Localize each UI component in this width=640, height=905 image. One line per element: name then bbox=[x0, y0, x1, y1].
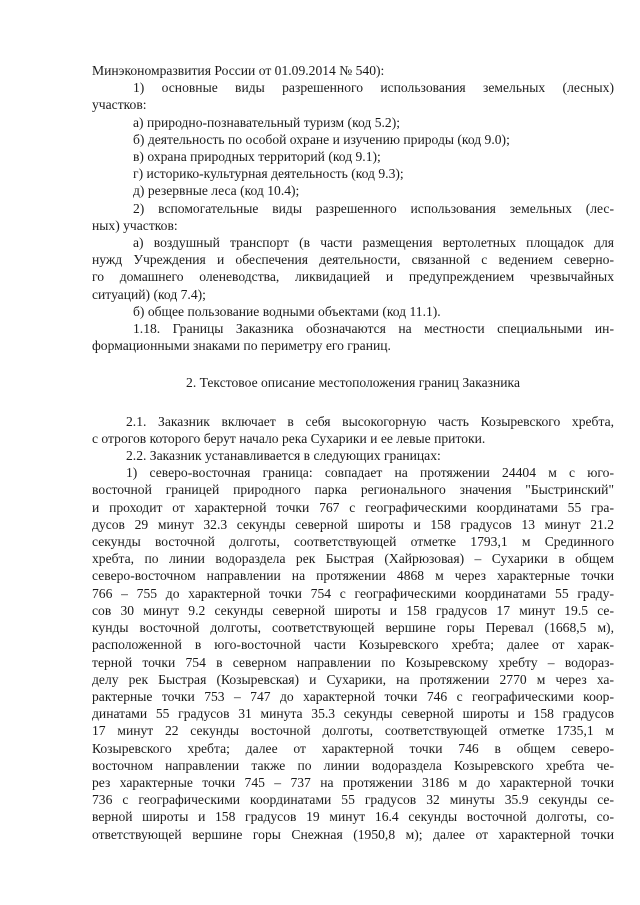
text-line: 736 с географическими координатами 55 градусов 32 минуты 35.9 секунды се- bbox=[92, 792, 614, 808]
text-line: ных) участков: bbox=[92, 217, 178, 233]
text-line: верной широты и 158 градусов 19 минут 16.4 секунды восточной долготы, со- bbox=[92, 809, 614, 825]
text-line: 2.1. Заказник включает в себя высокогорную часть Козыревского хребта, bbox=[126, 413, 614, 429]
text-line: с отрогов которого берут начало река Сухарики и ее левые притоки. bbox=[92, 430, 486, 446]
text-line: 17 минут 22 секунды восточной долготы, соответствующей отметке 1735,1 м bbox=[92, 723, 614, 739]
text-line: го домашнего оленеводства, ликвидацией и предупреждением чрезвычайных bbox=[92, 269, 614, 285]
text-line: ответствующей вершине горы Снежная (1950,8 м); далее от характерной точки bbox=[92, 826, 614, 842]
text-line: 1) северо-восточная граница: совпадает на протяжении 24404 м с юго- bbox=[126, 465, 614, 481]
text-line: участков: bbox=[92, 97, 147, 113]
text-line: г) историко-культурная деятельность (код 9.3); bbox=[133, 166, 404, 182]
text-line: Минэкономразвития России от 01.09.2014 № 540): bbox=[92, 63, 385, 78]
text-line: д) резервные леса (код 10.4); bbox=[133, 183, 300, 199]
text-line: 766 – 755 до характерной точки 754 с географическими координатами 55 граду- bbox=[92, 585, 614, 601]
text-line: 1) основные виды разрешенного использования земельных (лесных) bbox=[133, 80, 614, 96]
text-line: расположенной в юго-восточной части Козыревского хребта; далее от харак- bbox=[92, 637, 614, 653]
text-line: в) охрана природных территорий (код 9.1); bbox=[133, 149, 381, 165]
text-line: б) общее пользование водными объектами (код 11.1). bbox=[133, 303, 441, 319]
text-line: ситуаций) (код 7.4); bbox=[92, 286, 206, 302]
text-line: кунды восточной долготы, соответствующей вершине горы Перевал (1668,5 м), bbox=[92, 620, 614, 636]
text-line: восточной границей природного парка регионального значения "Быстринский" bbox=[92, 482, 614, 498]
text-line: а) воздушный транспорт (в части размещения вертолетных площадок для bbox=[133, 235, 614, 251]
text-line: рез характерные точки 745 – 737 на протяжении 3186 м до характерной точки bbox=[92, 774, 614, 790]
text-line: формационными знаками по периметру его границ. bbox=[92, 338, 391, 354]
text-line: б) деятельность по особой охране и изучению природы (код 9.0); bbox=[133, 131, 510, 147]
text-line: 1.18. Границы Заказника обозначаются на местности специальными ин- bbox=[133, 321, 614, 337]
text-line: Козыревского хребта; далее от характерной точки 746 в общем северо- bbox=[92, 740, 614, 756]
text-line: а) природно-познавательный туризм (код 5.2); bbox=[133, 114, 400, 130]
text-line: секунды восточной долготы, соответствующей отметке 1793,1 м Срединного bbox=[92, 534, 614, 550]
text-line: северо-восточном направлении на протяжении 4868 м через характерные точки bbox=[92, 568, 614, 584]
text-line: терной точки 754 в северном направлении по Козыревскому хребту – водораз- bbox=[92, 654, 614, 670]
text-line: динатами 55 градусов 31 минута 35.3 секунды северной широты и 158 градусов bbox=[92, 706, 614, 722]
text-line: дусов 29 минут 32.3 секунды северной широты и 158 градусов 13 минут 21.2 bbox=[92, 516, 614, 532]
text-line: рактерные точки 753 – 747 до характерной точки 746 с географическими коор- bbox=[92, 688, 614, 704]
text-line: делу рек Быстрая (Козыревская) и Сухарики, на протяжении 2770 м через ха- bbox=[92, 671, 614, 687]
text-line: нужд Учреждения и обеспечения деятельности, связанной с ведением северно- bbox=[92, 252, 614, 268]
text-line: восточном направлении также по линии водораздела Козыревского хребта че- bbox=[92, 757, 614, 773]
text-line: сов 30 минут 9.2 секунды северной широты и 158 градусов 17 минут 19.5 се- bbox=[92, 602, 614, 618]
section-heading: 2. Текстовое описание местоположения границ Заказника bbox=[186, 375, 520, 391]
text-line: хребта, по линии водораздела рек Быстрая (Хайрюзовая) – Сухарики в общем bbox=[92, 551, 614, 567]
text-line: 2) вспомогательные виды разрешенного использования земельных (лес- bbox=[133, 200, 614, 216]
text-line: 2.2. Заказник устанавливается в следующих границах: bbox=[126, 448, 441, 464]
text-line: и проходит от характерной точки 767 с географическими координатами 55 гра- bbox=[92, 499, 614, 515]
